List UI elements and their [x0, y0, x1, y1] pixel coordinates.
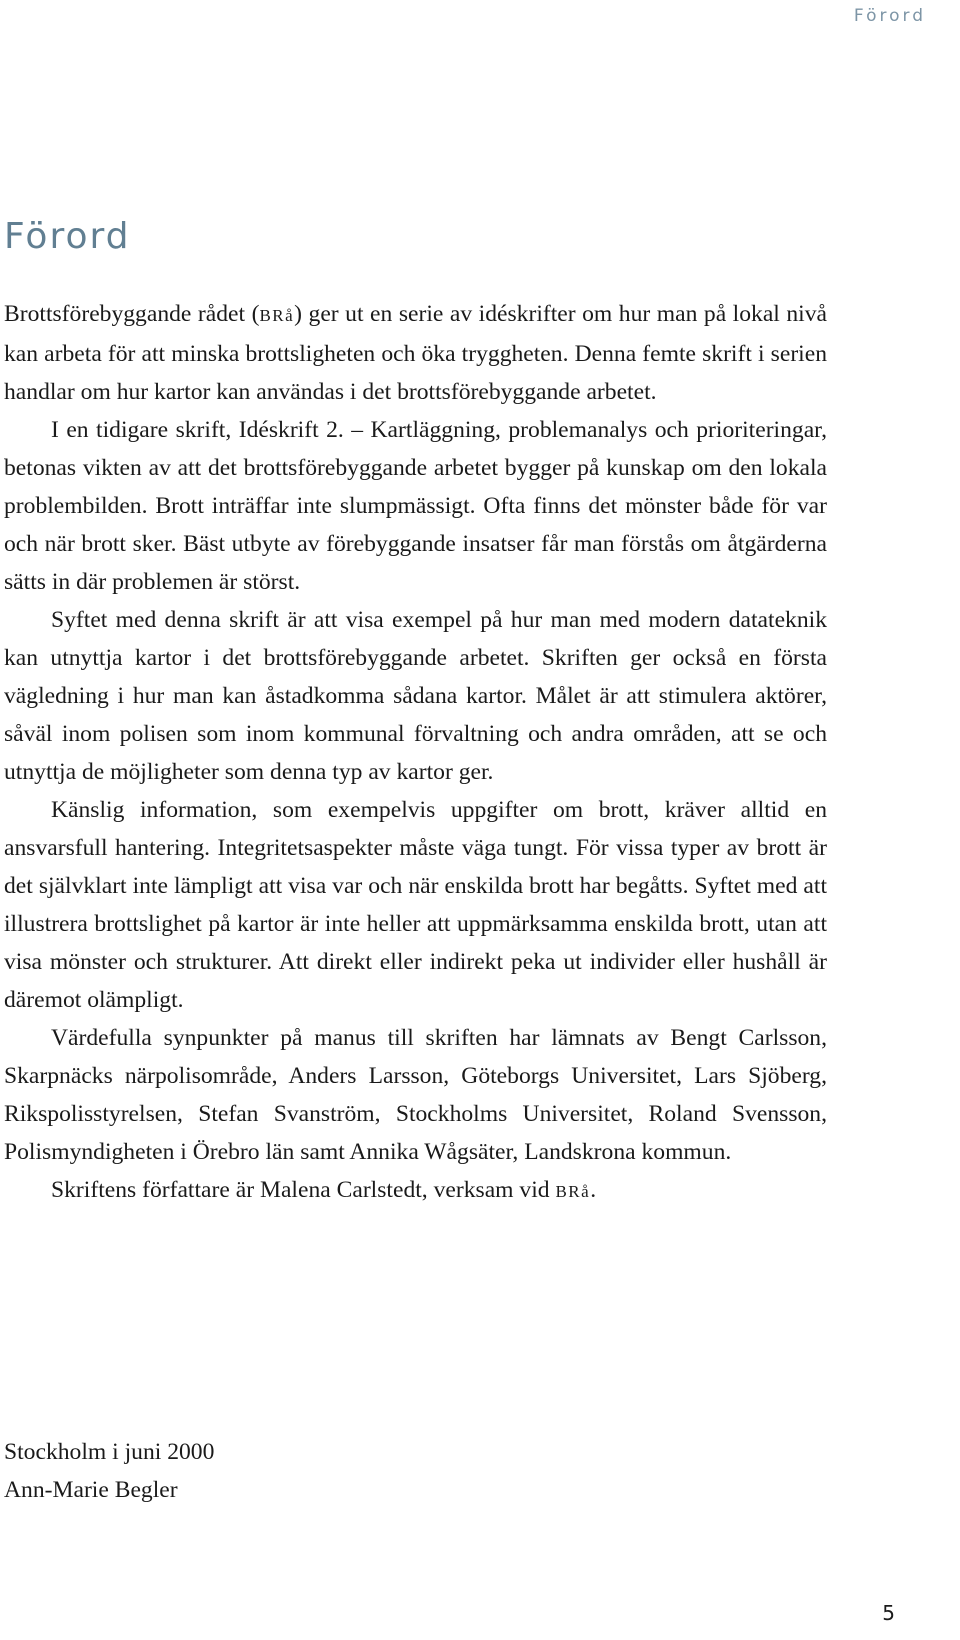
bra-abbreviation: BRå [555, 1182, 591, 1201]
paragraph-2: I en tidigare skrift, Idéskrift 2. – Kartläggning, problemanalys och prioriteringar, betonas vikten av att det brottsförebyggande arbetet bygger på kunskap om den lokala problembilden. Brott inträffar inte slumpmässigt. Ofta finns det mönster både för var och när brott sker. Bäst utbyte av förebyggande insatser får man förstås om åtgärderna sätts in där problemen är störst. [4, 417, 827, 595]
paragraph-6 [4, 1171, 827, 1211]
body-text [4, 295, 827, 1211]
paragraph-3: Syftet med denna skrift är att visa exempel på hur man med modern datateknik kan utnyttja kartor i det brottsförebyggande arbetet. Skriften ger också en första vägledning i hur man kan åstadkomma sådana kartor. Målet är att stimulera aktörer, såväl inom polisen som inom kommunal förvaltning och andra områden, att se och utnyttja de möjligheter som denna typ av kartor ger. [4, 607, 827, 785]
page-title: Förord [4, 216, 131, 257]
paragraph-1-after: ) ger ut en serie av idéskrifter om hur man på lokal nivå kan arbeta för att minska brottsligheten och öka tryggheten. Denna femte skrift i serien handlar om hur kartor kan användas i det brottsförebyggande arbetet. [4, 301, 827, 405]
running-header: Förord [853, 6, 926, 26]
signature-place-date: Stockholm i juni 2000 [4, 1439, 215, 1465]
paragraph-5: Värdefulla synpunkter på manus till skriften har lämnats av Bengt Carlsson, Skarpnäcks närpolisområde, Anders Larsson, Göteborgs Universitet, Lars Sjöberg, Rikspolisstyrelsen, Stefan Svanström, Stockholms Universitet, Roland Svensson, Polismyndigheten i Örebro län samt Annika Wågsäter, Landskrona kommun. [4, 1025, 827, 1165]
page-number: 5 [882, 1601, 895, 1625]
paragraph-6-before: Skriftens författare är Malena Carlstedt, verksam vid [51, 1177, 556, 1203]
paragraph-6-after: . [590, 1177, 597, 1203]
signature-name: Ann-Marie Begler [4, 1477, 178, 1503]
signature-block [4, 1433, 214, 1509]
bra-abbreviation: BRå [259, 306, 295, 325]
paragraph-1 [4, 295, 827, 411]
paragraph-1-before: Brottsförebyggande rådet ( [4, 301, 260, 327]
paragraph-4: Känslig information, som exempelvis uppgifter om brott, kräver alltid en ansvarsfull hantering. Integritetsaspekter måste väga tungt. För vissa typer av brott är det självklart inte lämpligt att visa var och när enskilda brott har begåtts. Syftet med att illustrera brottslighet på kartor är inte heller att uppmärksamma enskilda brott, utan att visa mönster och strukturer. Att direkt eller indirekt peka ut individer eller hushåll är däremot olämpligt. [4, 797, 827, 1013]
